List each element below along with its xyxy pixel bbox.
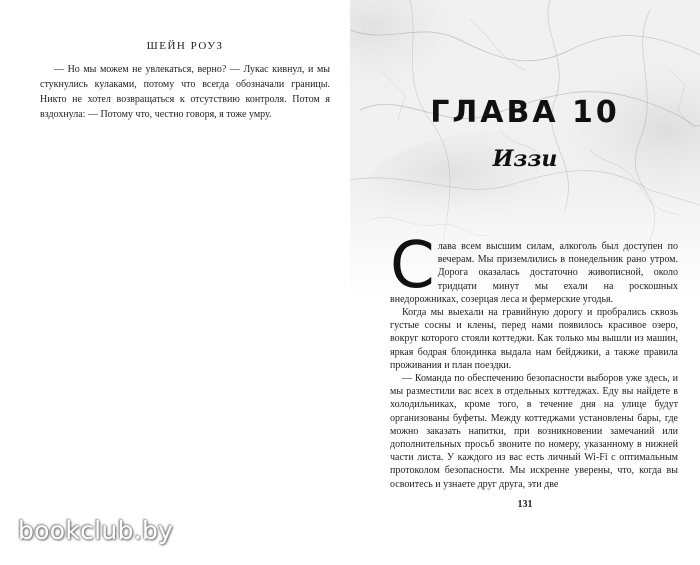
right-page (350, 0, 700, 565)
chapter-title: ГЛАВА 10 (430, 95, 620, 130)
drop-cap: С (390, 229, 435, 303)
body-paragraph: Когда мы выехали на гравийную дорогу и пробрались сквозь густые сосны и клены, перед нами появилось красивое озеро, вокруг которого стояли коттеджи. Как только мы вышли из машин, яркая бодрая блондинка выдала нам бейджики, а также правила проживания и план поездки. (390, 307, 678, 371)
chapter-body (390, 229, 678, 491)
running-head: ШЕЙН РОУЗ (146, 40, 224, 52)
chapter-subtitle: Иззи (492, 146, 558, 172)
page-number: 131 (517, 499, 533, 510)
left-paragraph: — Но мы можем не увлекаться, верно? — Лукас кивнул, и мы стукнулись кулаками, потому что всегда обозначали границы. Никто не хотел возвращаться к отсутствию контроля. Потом я вздохнула: — Потому что, честно говоря, я тоже умру. (40, 64, 330, 120)
body-paragraph: лава всем высшим силам, алкоголь был доступен по вечерам. Мы приземлились в понедельник рано утром. Дорога оказалась достаточно живописной, около тридцати минут мы ехали на роскошных внедорожниках, созерцая леса и фермерские угодья. (390, 241, 678, 305)
left-page-text (40, 62, 330, 122)
watermark: bookclub.by (18, 516, 174, 545)
body-paragraph: — Команда по обеспечению безопасности выборов уже здесь, и мы разместили вас всех в отдельных коттеджах. Еду вы найдете в холодильниках, кроме того, в течение дня на улице будут организованы буфеты. Между коттеджами установлены бары, где можно заказать напитки, при возникновении замечаний или дополнительных просьб звоните по номеру, указанному в нижней части листа. У каждого из вас есть личный Wi-Fi с оптимальным протоколом безопасности. Мы искренне уверены, что, когда вы освоитесь и узнаете друг друга, эти две (390, 373, 678, 490)
